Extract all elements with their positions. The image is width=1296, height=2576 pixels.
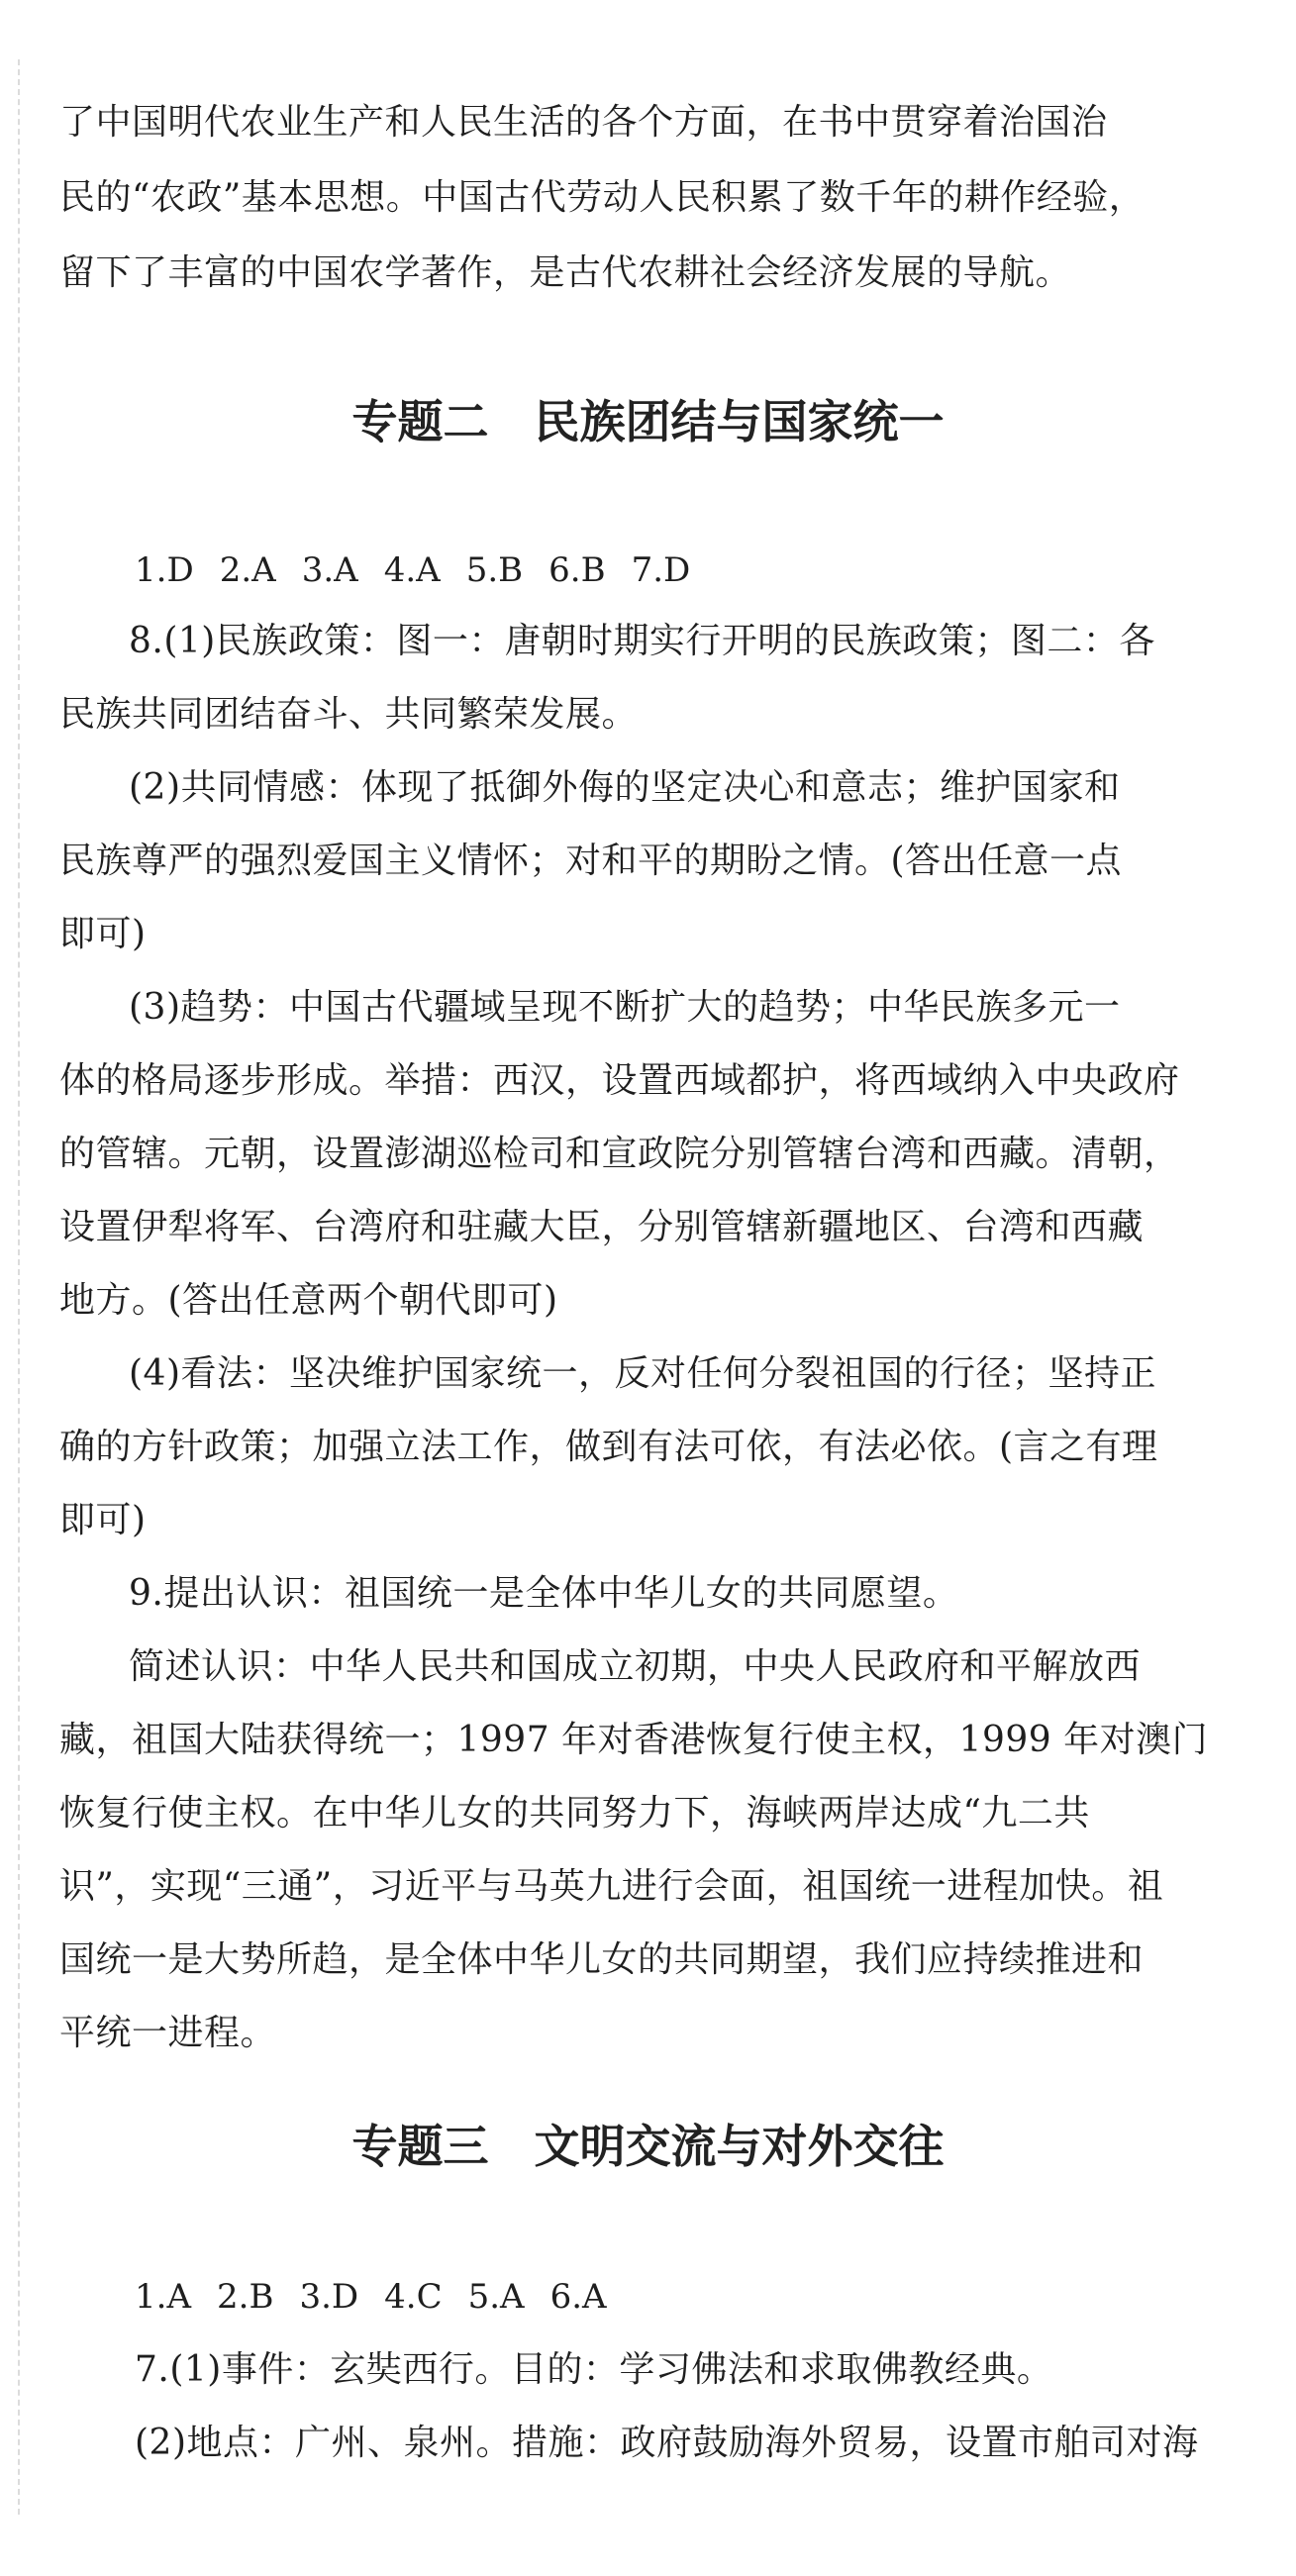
- answer-item: 1.A: [135, 2277, 191, 2317]
- section-2-choice-answers: [135, 546, 716, 594]
- section-2-line: 的管辖。元朝，设置澎湖巡检司和宣政院分别管辖台湾和西藏。清朝，: [59, 1134, 1180, 1174]
- section-2-line: 国统一是大势所趋，是全体中华儿女的共同期望，我们应持续推进和: [59, 1939, 1145, 1980]
- section-2-line: 民族尊严的强烈爱国主义情怀；对和平的期盼之情。(答出任意一点: [59, 841, 1123, 881]
- section-2-line: 确的方针政策；加强立法工作，做到有法可依，有法必依。(言之有理: [59, 1427, 1158, 1467]
- section-3-line: 7.(1)事件：玄奘西行。目的：学习佛法和求取佛教经典。: [135, 2349, 1053, 2390]
- section-2-line: 恢复行使主权。在中华儿女的共同努力下，海峡两岸达成“九二共: [59, 1793, 1090, 1833]
- section-2-line: 藏，祖国大陆获得统一；1997 年对香港恢复行使主权，1999 年对澳门: [59, 1720, 1209, 1760]
- answer-item: 7.D: [631, 550, 691, 590]
- section-2-line: 8.(1)民族政策：图一：唐朝时期实行开明的民族政策；图二：各: [129, 621, 1155, 661]
- section-2-line: 识”，实现“三通”，习近平与马英九进行会面，祖国统一进程加快。祖: [59, 1866, 1164, 1907]
- section-3-line: (2)地点：广州、泉州。措施：政府鼓励海外贸易，设置市舶司对海: [135, 2423, 1199, 2463]
- answer-item: 5.A: [467, 2277, 525, 2317]
- intro-line-2: 民的“农政”基本思想。中国古代劳动人民积累了数千年的耕作经验，: [59, 177, 1146, 218]
- section-2-line: 9.提出认识：祖国统一是全体中华儿女的共同愿望。: [129, 1573, 959, 1614]
- answer-item: 2.A: [219, 550, 276, 590]
- section-2-line: 地方。(答出任意两个朝代即可): [59, 1280, 558, 1321]
- section-2-line: (3)趋势：中国古代疆域呈现不断扩大的趋势；中华民族多元一: [129, 987, 1121, 1028]
- section-2-line: (2)共同情感：体现了抵御外侮的坚定决心和意志；维护国家和: [129, 767, 1121, 808]
- section-2-line: (4)看法：坚决维护国家统一，反对任何分裂祖国的行径；坚持正: [129, 1353, 1156, 1394]
- answer-item: 3.A: [301, 550, 358, 590]
- answer-item: 6.B: [548, 550, 606, 590]
- section-2-line: 简述认识：中华人民共和国成立初期，中央人民政府和平解放西: [129, 1646, 1142, 1687]
- section-2-line: 体的格局逐步形成。举措：西汉，设置西域都护，将西域纳入中央政府: [59, 1060, 1180, 1101]
- answer-item: 6.A: [549, 2277, 607, 2317]
- answer-item: 4.A: [383, 550, 441, 590]
- answer-item: 3.D: [299, 2277, 359, 2317]
- section-2-title: 专题二 民族团结与国家统一: [351, 395, 945, 448]
- answer-item: 1.D: [135, 550, 194, 590]
- section-3-choice-answers: [135, 2273, 633, 2321]
- section-2-line: 平统一进程。: [59, 2013, 277, 2053]
- section-2-line: 即可): [59, 914, 147, 954]
- intro-line-1: 了中国明代农业生产和人民生活的各个方面，在书中贯穿着治国治: [59, 102, 1108, 143]
- answer-item: 5.B: [465, 550, 524, 590]
- answer-item: 2.B: [217, 2277, 274, 2317]
- answer-item: 4.C: [384, 2277, 443, 2317]
- section-2-line: 即可): [59, 1500, 147, 1540]
- intro-line-3: 留下了丰富的中国农学著作，是古代农耕社会经济发展的导航。: [59, 252, 1072, 293]
- section-2-line: 设置伊犁将军、台湾府和驻藏大臣，分别管辖新疆地区、台湾和西藏: [59, 1207, 1145, 1247]
- section-2-line: 民族共同团结奋斗、共同繁荣发展。: [59, 694, 639, 735]
- section-3-title: 专题三 文明交流与对外交往: [351, 2120, 945, 2173]
